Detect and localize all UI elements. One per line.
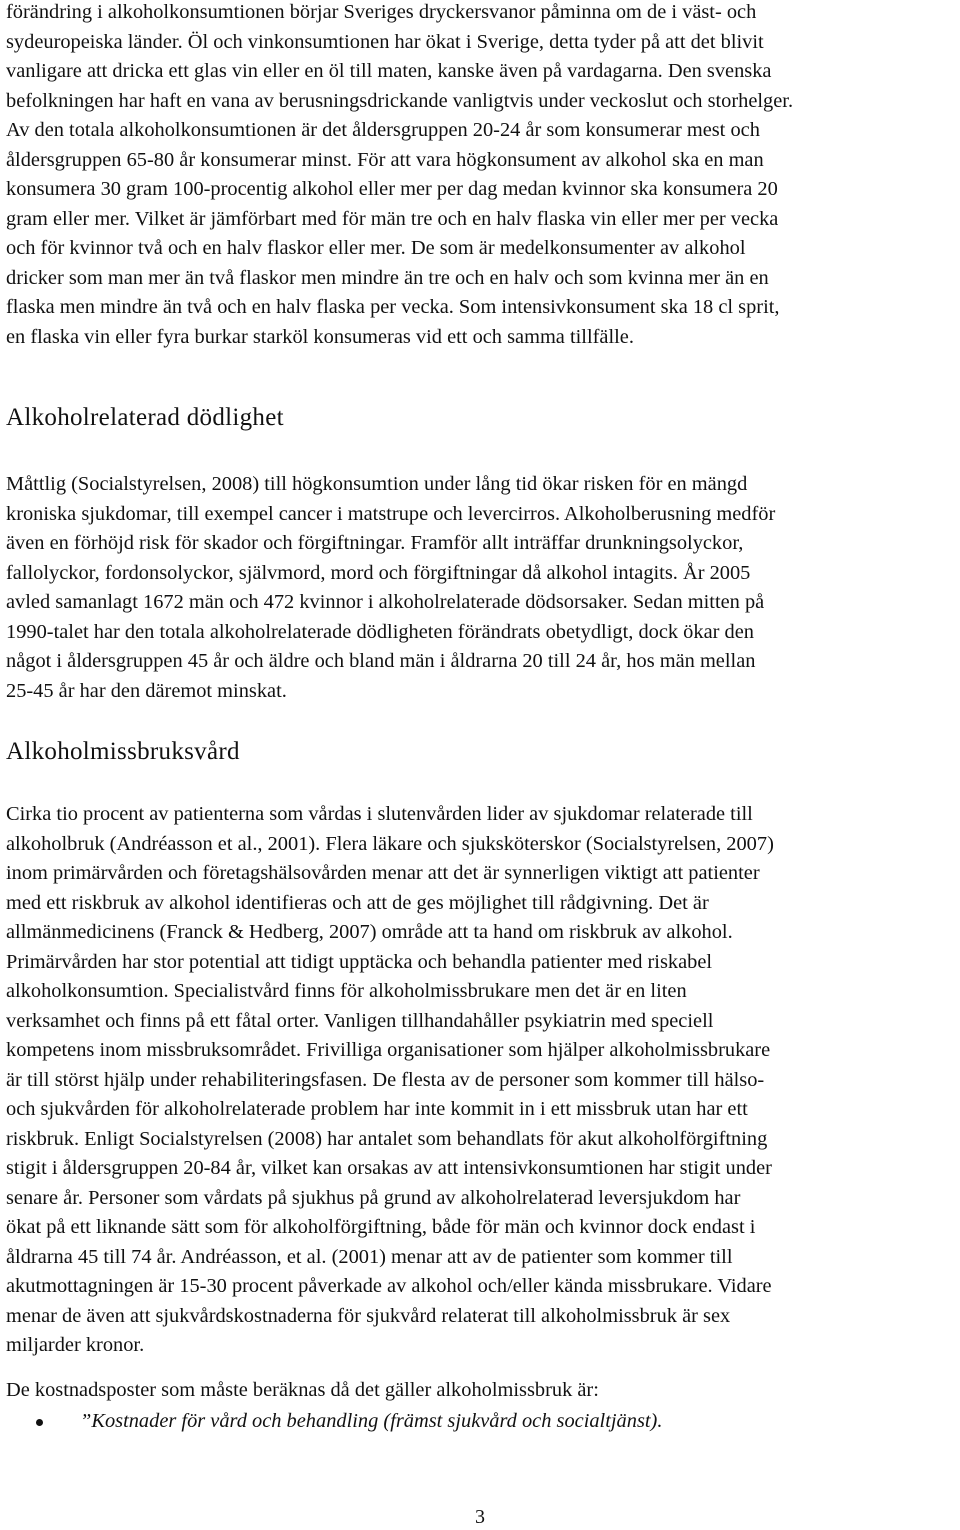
text-line: De kostnadsposter som måste beräknas då det gäller alkoholmissbruk är: [6, 1379, 599, 1401]
text-line: avled samanlagt 1672 män och 472 kvinnor i alkoholrelaterade dödsorsaker. Sedan mitten på [6, 591, 765, 613]
text-line: åldrarna 45 till 74 år. Andréasson, et al. (2001) menar att av de patienter som kommer till [6, 1245, 733, 1268]
text-line: konsumera 30 gram 100-procentig alkohol eller mer per dag medan kvinnor ska konsumera 20 [6, 178, 778, 200]
bullet-item-text: ”Kostnader för vård och behandling (främst sjukvård och socialtjänst). [80, 1410, 663, 1432]
text-line: med ett riskbruk av alkohol identifieras och att de ges möjlighet till rådgivning. Det är [6, 891, 709, 914]
text-line: inom primärvården och företagshälsovården menar att det är synnerligen viktigt att patienter [6, 862, 760, 884]
section-heading-alcohol-mortality: Alkoholrelaterad dödlighet [6, 404, 284, 431]
page-number: 3 [475, 1506, 485, 1528]
text-line: förändring i alkoholkonsumtionen börjar Sveriges dryckersvanor påminna om de i väst- och [6, 1, 757, 23]
text-line: sydeuropeiska länder. Öl och vinkonsumtionen har ökat i Sverige, detta tyder på att det blivit [6, 30, 764, 53]
text-line: Primärvården har stor potential att tidigt upptäcka och behandla patienter med riskabel [6, 950, 713, 973]
text-line: vanligare att dricka ett glas vin eller en öl till maten, kanske även på vardagarna. Den svenska [6, 60, 772, 82]
text-line: och sjukvården för alkoholrelaterade problem har inte kommit in i ett missbruk utan har ett [6, 1098, 748, 1120]
cost-items-intro [6, 1376, 946, 1406]
text-line: befolkningen har haft en vana av berusningsdrickande vanligtvis under veckoslut och storhelger. [6, 89, 794, 112]
text-line: alkoholbruk (Andréasson et al., 2001). Flera läkare och sjuksköterskor (Socialstyrelsen, 2007) [6, 832, 774, 855]
text-line: något i åldersgruppen 45 år och äldre och bland män i åldrarna 20 till 24 år, hos män mellan [6, 650, 756, 672]
text-line: kompetens inom missbruksområdet. Frivilliga organisationer som hjälper alkoholmissbrukare [6, 1039, 771, 1061]
text-line: 1990-talet har den totala alkoholrelaterade dödligheten förändrats obetydligt, dock ökar den [6, 620, 754, 643]
text-line: flaska men mindre än två och en halv flaska per vecka. Som intensivkonsument ska 18 cl sprit, [6, 296, 780, 318]
text-line: menar de även att sjukvårdskostnaderna för sjukvård relaterat till alkoholmissbruk är sex [6, 1304, 731, 1327]
text-line: även en förhöjd risk för skador och förgiftningar. Framför allt inträffar drunkningsolyckor, [6, 532, 744, 554]
text-line: fallolyckor, fordonsolyckor, självmord, mord och förgiftningar då alkohol intagits. År 2005 [6, 561, 751, 584]
bullet-icon [36, 1419, 43, 1426]
text-line: alkoholkonsumtion. Specialistvård finns för alkoholmissbrukare men det är en liten [6, 980, 687, 1002]
text-line: miljarder kronor. [6, 1334, 145, 1356]
text-line: akutmottagningen är 15-30 procent påverkade av alkohol och/eller kända missbrukare. Vidare [6, 1275, 772, 1297]
text-line: dricker som man mer än två flaskor men mindre än tre och en halv och som kvinna mer än en [6, 266, 769, 289]
section-heading-abuse-care: Alkoholmissbruksvård [6, 738, 240, 765]
text-line: stigit i åldersgruppen 20-84 år, vilket kan orsakas av att intensivkonsumtionen har stigit under [6, 1157, 772, 1179]
text-line: är till störst hjälp under rehabiliteringsfasen. De flesta av de personer som kommer till hälso- [6, 1068, 765, 1091]
text-line: senare år. Personer som vårdats på sjukhus på grund av alkoholrelaterad leversjukdom har [6, 1186, 741, 1209]
text-line: Cirka tio procent av patienterna som vårdas i slutenvården lider av sjukdomar relaterade till [6, 803, 753, 825]
text-line: en flaska vin eller fyra burkar starköl konsumeras vid ett och samma tillfälle. [6, 325, 634, 348]
text-line: gram eller mer. Vilket är jämförbart med för män tre och en halv flaska vin eller mer per vecka [6, 207, 779, 230]
text-line: åldersgruppen 65-80 år konsumerar minst. För att vara högkonsument av alkohol ska en man [6, 148, 764, 171]
text-line: kroniska sjukdomar, till exempel cancer i matstrupe och levercirros. Alkoholberusning medför [6, 502, 776, 525]
mortality-paragraph [6, 470, 946, 706]
text-line: Av den totala alkoholkonsumtionen är det åldersgruppen 20-24 år som konsumerar mest och [6, 119, 760, 141]
text-line: Måttlig (Socialstyrelsen, 2008) till högkonsumtion under lång tid ökar risken för en mängd [6, 473, 748, 495]
text-line: 25-45 år har den däremot minskat. [6, 679, 287, 702]
text-line: ökat på ett liknande sätt som för alkoholförgiftning, både för män och kvinnor dock endast i [6, 1216, 756, 1238]
text-line: och för kvinnor två och en halv flaskor eller mer. De som är medelkonsumenter av alkohol [6, 237, 746, 259]
intro-paragraph [6, 0, 946, 352]
text-line: allmänmedicinens (Franck & Hedberg, 2007) område att ta hand om riskbruk av alkohol. [6, 921, 733, 943]
text-line: verksamhet och finns på ett fåtal orter. Vanligen tillhandahåller psykiatrin med speciell [6, 1009, 714, 1032]
text-line: riskbruk. Enligt Socialstyrelsen (2008) har antalet som behandlats för akut alkoholförgiftning [6, 1127, 768, 1150]
abuse-care-paragraph [6, 800, 946, 1361]
